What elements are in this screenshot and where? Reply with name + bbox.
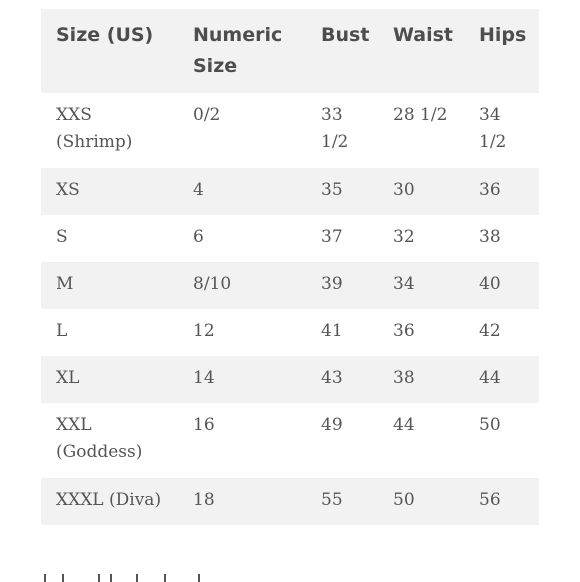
cell-hips: 34 1/2 bbox=[479, 105, 507, 152]
table-header bbox=[41, 9, 539, 93]
cell-hips: 56 bbox=[479, 490, 501, 510]
table-row bbox=[41, 478, 539, 525]
cell-size: XXL (Goddess) bbox=[56, 415, 143, 462]
cell-size: XXS (Shrimp) bbox=[56, 105, 133, 152]
cell-waist: 44 bbox=[393, 415, 415, 435]
cell-size: L bbox=[56, 321, 68, 341]
cell-numeric: 18 bbox=[193, 490, 215, 510]
cell-numeric: 6 bbox=[193, 227, 204, 247]
cell-numeric: 14 bbox=[193, 368, 215, 388]
cell-size: XXXL (Diva) bbox=[56, 490, 162, 510]
size-chart-table bbox=[41, 9, 539, 525]
cell-hips: 44 bbox=[479, 368, 501, 388]
table-row bbox=[41, 93, 539, 168]
header-waist: Waist bbox=[393, 24, 454, 46]
cell-hips: 40 bbox=[479, 274, 501, 294]
cell-waist: 34 bbox=[393, 274, 415, 294]
cell-bust: 33 1/2 bbox=[321, 105, 349, 152]
cell-hips: 38 bbox=[479, 227, 501, 247]
header-size-us: Size (US) bbox=[56, 24, 154, 46]
cell-bust: 41 bbox=[321, 321, 343, 341]
cell-size: S bbox=[56, 227, 68, 247]
cell-waist: 30 bbox=[393, 180, 415, 200]
header-hips: Hips bbox=[479, 24, 527, 46]
cell-numeric: 4 bbox=[193, 180, 204, 200]
cell-bust: 39 bbox=[321, 274, 343, 294]
cell-bust: 55 bbox=[321, 490, 343, 510]
cell-size: M bbox=[56, 274, 74, 294]
cell-waist: 50 bbox=[393, 490, 415, 510]
cell-numeric: 0/2 bbox=[193, 105, 221, 125]
cell-bust: 49 bbox=[321, 415, 343, 435]
table-row bbox=[41, 262, 539, 309]
cell-bust: 37 bbox=[321, 227, 343, 247]
cell-numeric: 12 bbox=[193, 321, 215, 341]
table-row bbox=[41, 309, 539, 356]
table-row bbox=[41, 168, 539, 215]
cell-numeric: 8/10 bbox=[193, 274, 232, 294]
cell-waist: 38 bbox=[393, 368, 415, 388]
cell-size: XS bbox=[56, 180, 80, 200]
cell-numeric: 16 bbox=[193, 415, 215, 435]
table-body bbox=[41, 93, 539, 525]
cell-hips: 36 bbox=[479, 180, 501, 200]
table-row bbox=[41, 356, 539, 403]
table-row bbox=[41, 215, 539, 262]
header-bust: Bust bbox=[321, 24, 370, 46]
cell-bust: 43 bbox=[321, 368, 343, 388]
cell-hips: 42 bbox=[479, 321, 501, 341]
cell-waist: 28 1/2 bbox=[393, 105, 448, 125]
table-row bbox=[41, 403, 539, 478]
cell-waist: 36 bbox=[393, 321, 415, 341]
cell-hips: 50 bbox=[479, 415, 501, 435]
header-row bbox=[41, 9, 539, 93]
header-numeric-size: Numeric Size bbox=[193, 24, 283, 77]
cell-size: XL bbox=[56, 368, 80, 388]
cell-waist: 32 bbox=[393, 227, 415, 247]
cell-bust: 35 bbox=[321, 180, 343, 200]
